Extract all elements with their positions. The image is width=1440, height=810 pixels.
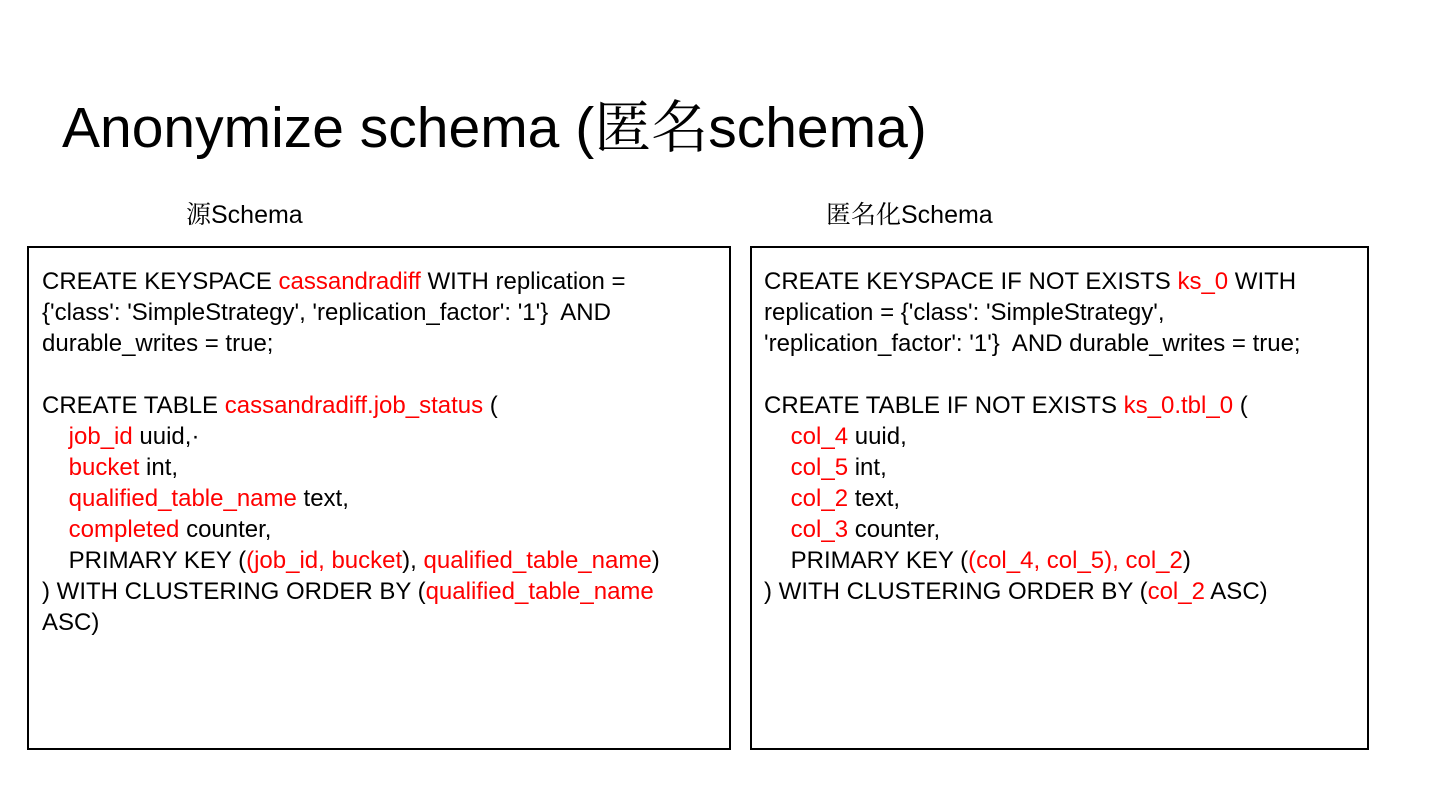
source-schema-code [42, 266, 719, 638]
anonymized-token: col_2 [790, 485, 849, 512]
anonymized-token: qualified_table_name [425, 578, 654, 605]
code-text: CREATE KEYSPACE IF NOT EXISTS [764, 268, 1178, 295]
code-line [42, 452, 719, 483]
code-line [764, 297, 1357, 328]
anonymized-token: col_4 [790, 423, 849, 450]
anonymized-token: ks_0.tbl_0 [1123, 392, 1234, 419]
code-line [764, 328, 1357, 359]
code-line [42, 328, 719, 359]
anonymized-token: bucket [68, 454, 140, 481]
code-text: counter, [848, 516, 941, 543]
code-line [42, 421, 719, 452]
code-line [764, 483, 1357, 514]
code-text: ( [1233, 392, 1248, 419]
anonymized-token: qualified_table_name [423, 547, 652, 574]
code-line [764, 390, 1357, 421]
code-line [764, 576, 1357, 607]
code-text: ) WITH CLUSTERING ORDER BY ( [42, 578, 426, 605]
code-text: {'class': 'SimpleStrategy', 'replication_factor': '1'} AND [42, 299, 611, 326]
source-schema-box [27, 246, 731, 750]
code-text: uuid, [848, 423, 907, 450]
code-text: WITH replication = [420, 268, 626, 295]
code-line [764, 452, 1357, 483]
code-text: 'replication_factor': '1'} AND durable_writes = true; [764, 330, 1301, 357]
code-line [42, 359, 719, 390]
code-text: ) [1182, 547, 1191, 574]
code-text: counter, [179, 516, 272, 543]
anonymized-token: qualified_table_name [68, 485, 297, 512]
code-text: CREATE KEYSPACE [42, 268, 279, 295]
code-text [42, 423, 69, 450]
code-line [764, 514, 1357, 545]
code-text: ASC) [1204, 578, 1268, 605]
anonymized-token: (job_id, bucket [246, 547, 403, 574]
anonymized-token: cassandradiff.job_status [224, 392, 484, 419]
code-text [42, 485, 69, 512]
code-line [42, 514, 719, 545]
anonymized-token: ks_0 [1177, 268, 1229, 295]
code-text: text, [848, 485, 901, 512]
code-line [42, 607, 719, 638]
code-line [764, 266, 1357, 297]
code-text: uuid,· [132, 423, 200, 450]
code-text [764, 485, 791, 512]
code-text: ASC) [42, 609, 100, 636]
code-text: replication = {'class': 'SimpleStrategy', [764, 299, 1165, 326]
code-text: WITH [1228, 268, 1297, 295]
code-line [42, 576, 719, 607]
code-text: durable_writes = true; [42, 330, 274, 357]
code-text [764, 516, 791, 543]
anonymized-token: col_3 [790, 516, 849, 543]
anonymized-schema-code [764, 266, 1357, 607]
source-schema-label: 源Schema [186, 201, 303, 229]
anonymized-schema-box [750, 246, 1369, 750]
code-text: CREATE TABLE IF NOT EXISTS [764, 392, 1124, 419]
code-text [42, 454, 69, 481]
code-text [764, 454, 791, 481]
anonymized-token: (col_4, col_5), col_2 [968, 547, 1183, 574]
code-text: ) WITH CLUSTERING ORDER BY ( [764, 578, 1148, 605]
code-text [42, 516, 69, 543]
anonymized-schema-label: 匿名化Schema [826, 201, 993, 229]
code-text: PRIMARY KEY ( [764, 547, 969, 574]
code-line [764, 545, 1357, 576]
code-line [42, 545, 719, 576]
code-line [42, 390, 719, 421]
code-text: text, [296, 485, 349, 512]
anonymized-token: completed [68, 516, 180, 543]
code-text: CREATE TABLE [42, 392, 225, 419]
code-text: int, [848, 454, 887, 481]
code-line [42, 266, 719, 297]
anonymized-token: col_2 [1147, 578, 1205, 605]
code-text: PRIMARY KEY ( [42, 547, 247, 574]
code-line [764, 421, 1357, 452]
code-text: ( [483, 392, 498, 419]
code-text [764, 423, 791, 450]
code-text: ), [402, 547, 424, 574]
code-line [764, 359, 1357, 390]
code-line [42, 483, 719, 514]
anonymized-token: col_5 [790, 454, 849, 481]
code-line [42, 297, 719, 328]
code-text: ) [651, 547, 660, 574]
page-title: Anonymize schema (匿名schema) [62, 96, 927, 160]
code-text: int, [139, 454, 179, 481]
anonymized-token: cassandradiff [278, 268, 421, 295]
anonymized-token: job_id [68, 423, 133, 450]
